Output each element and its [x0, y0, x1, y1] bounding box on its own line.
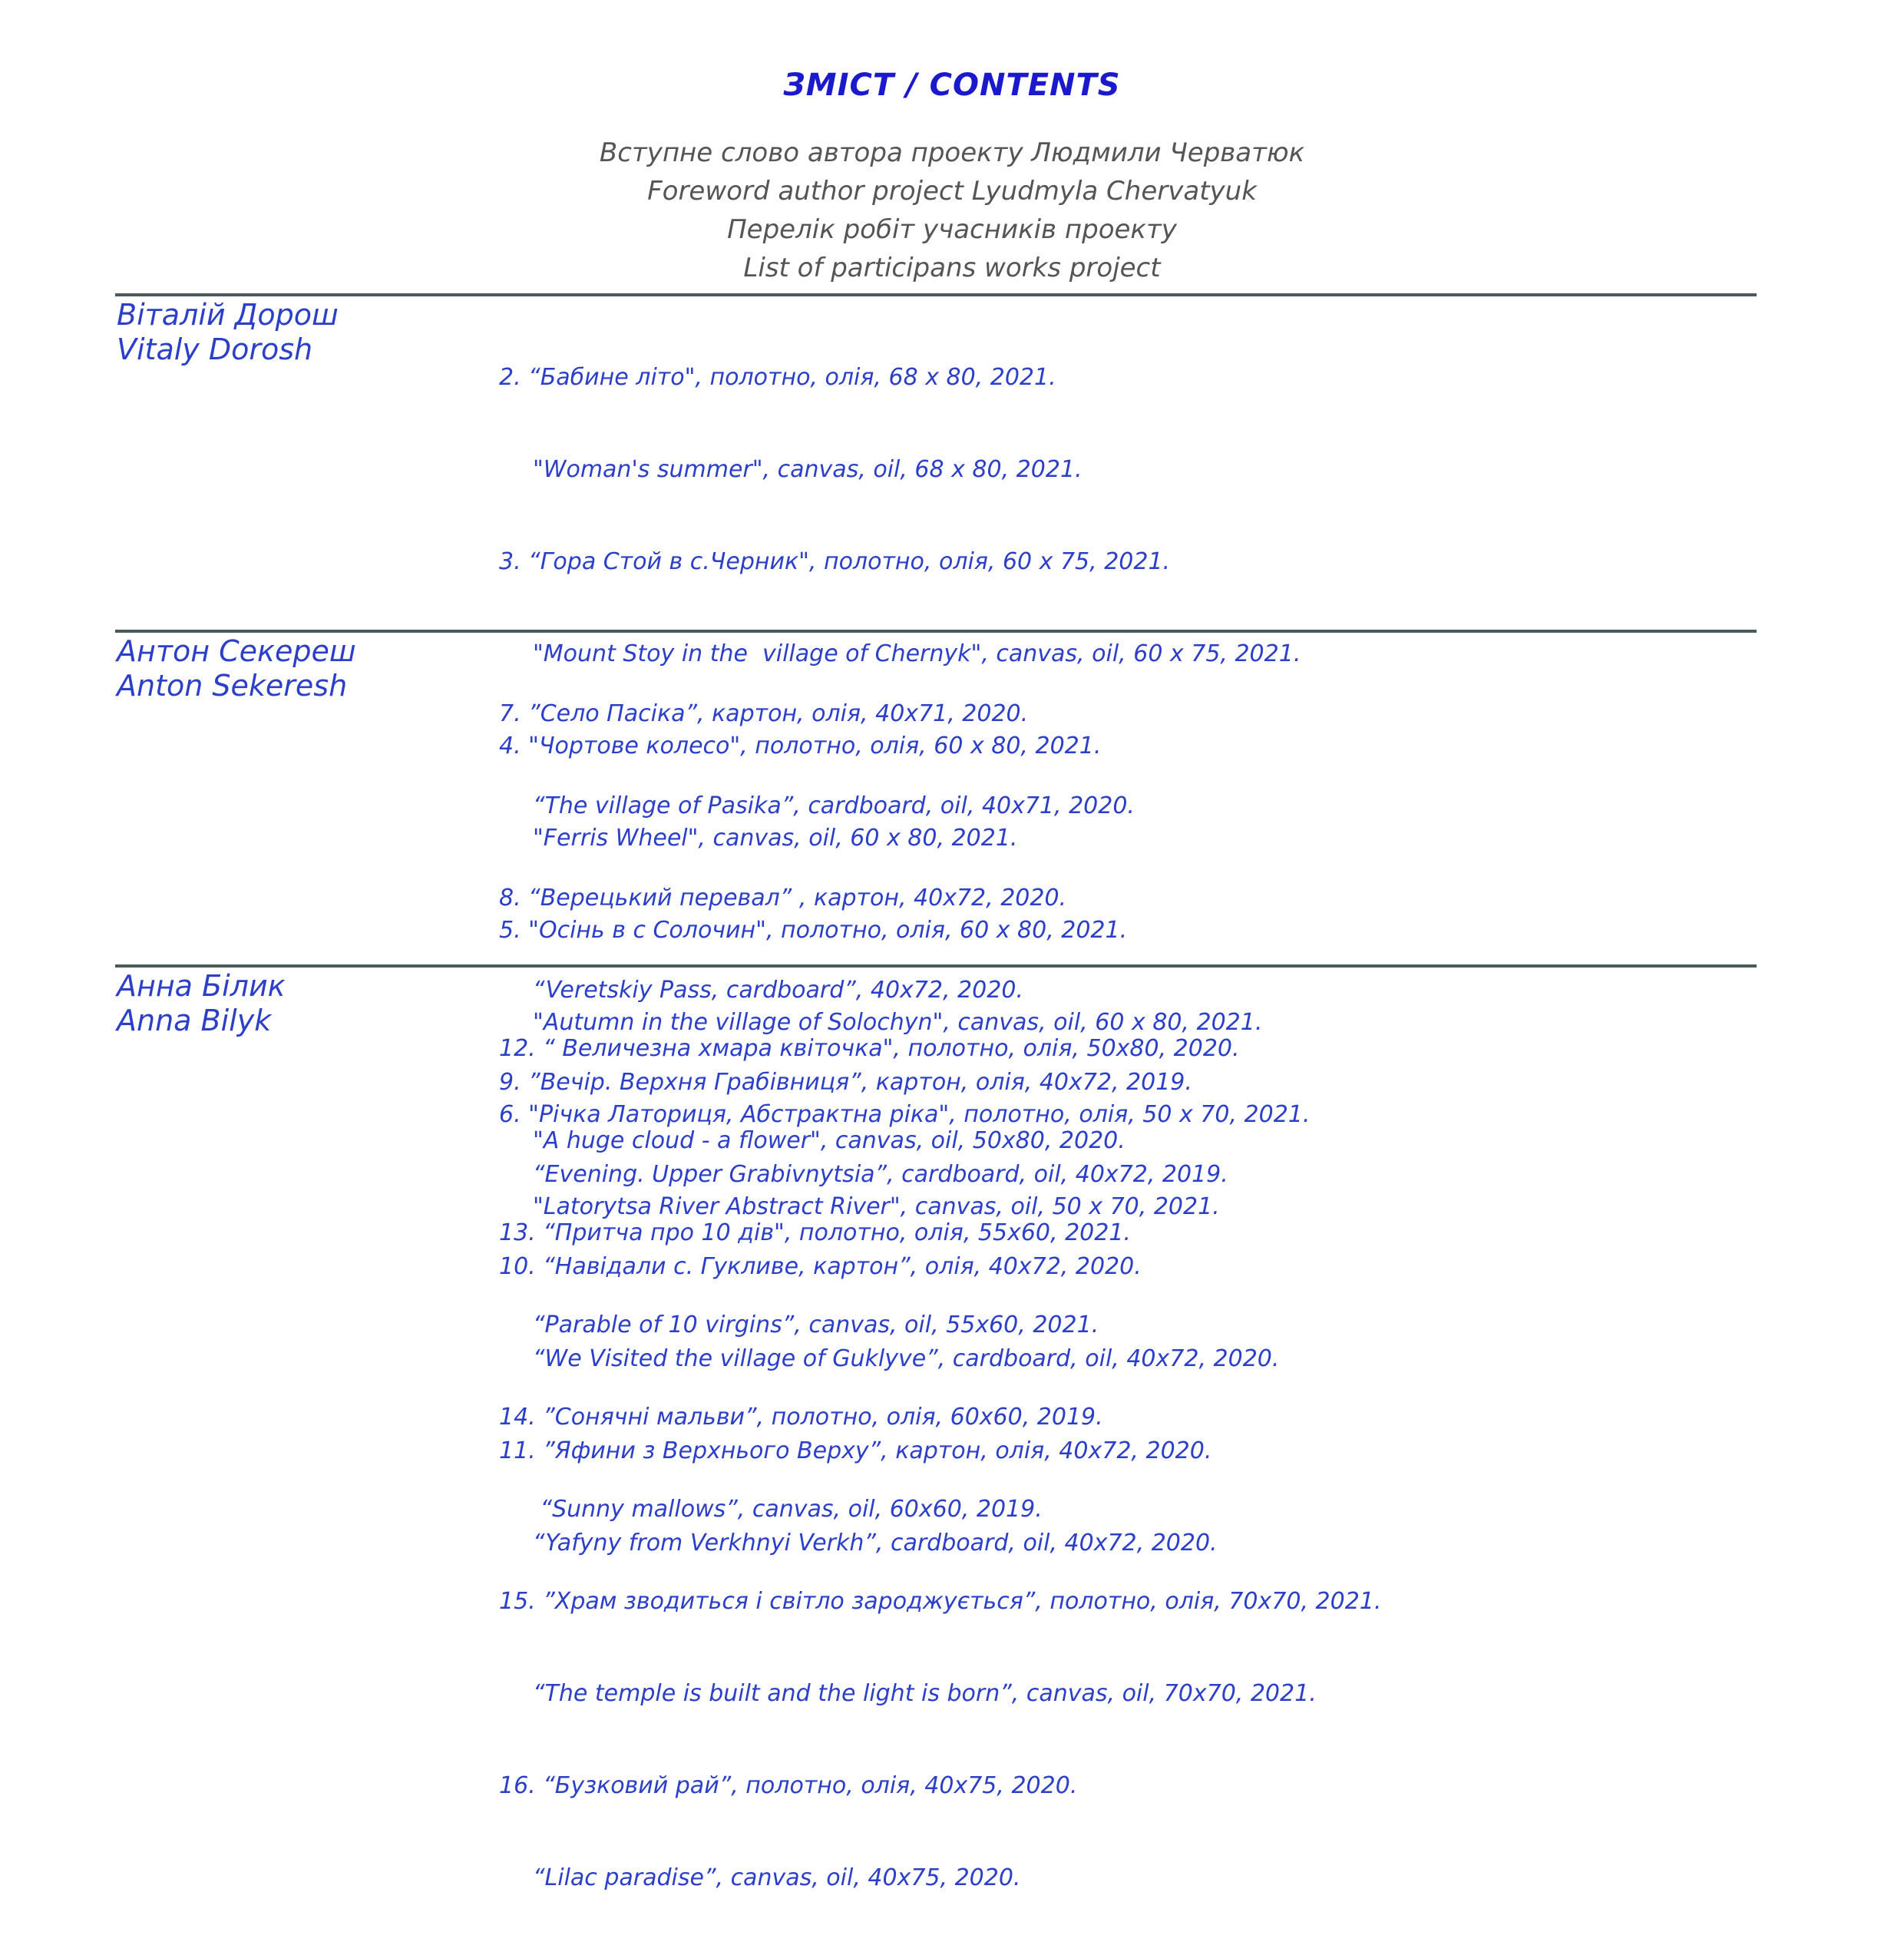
artist-name	[117, 969, 286, 1038]
work-title-en: “Yafyny from Verkhnyi Verkh”, cardboard, oil, 40x72, 2020.	[533, 1530, 1218, 1556]
work-title-en: "Mount Stoy in the village of Chernyk", canvas, oil, 60 x 75, 2021.	[533, 640, 1301, 667]
work-title-en: "A huge cloud - a flower", canvas, oil, 50x80, 2020.	[533, 1127, 1126, 1154]
work-title-ua: 4. "Чортове колесо", полотно, олія, 60 х 80, 2021.	[499, 733, 1102, 759]
artist-name-ua: Анна Білик	[117, 969, 286, 1003]
work-title-ua: 11. ”Яфини з Верхнього Верху”, картон, олія, 40х72, 2020.	[499, 1437, 1212, 1464]
section-divider	[115, 630, 1757, 633]
page-title: ЗМІСТ / CONTENTS	[783, 68, 1121, 103]
work-title-ua: 12. “ Величезна хмара квіточка", полотно, олія, 50х80, 2020.	[499, 1035, 1240, 1062]
artist-name-ua: Антон Секереш	[117, 634, 356, 668]
work-title-en: "Latorytsa River Abstract River", canvas, oil, 50 x 70, 2021.	[533, 1193, 1220, 1220]
artist-name-en: Vitaly Dorosh	[117, 332, 313, 366]
intro-line-foreword-en: Foreword author project Lyudmyla Chervatyuk	[647, 176, 1257, 207]
work-title-ua: 14. ”Сонячні мальви”, полотно, олія, 60х60, 2019.	[499, 1404, 1103, 1431]
work-title-ua: 8. “Верецький перевал” , картон, 40х72, 2020.	[499, 885, 1067, 911]
section-divider	[115, 293, 1757, 296]
work-title-en: "Autumn in the village of Solochyn", canvas, oil, 60 x 80, 2021.	[533, 1009, 1263, 1036]
intro-line-foreword-ua: Вступне слово автора проекту Людмили Черватюк	[599, 137, 1305, 168]
work-title-en: “Evening. Upper Grabivnytsia”, cardboard, oil, 40x72, 2019.	[533, 1161, 1228, 1188]
work-title-ua: 5. "Осінь в с Солочин", полотно, олія, 60 х 80, 2021.	[499, 917, 1128, 944]
work-title-ua: 2. “Бабине літо", полотно, олія, 68 х 80, 2021.	[499, 364, 1056, 391]
work-title-en: "Ferris Wheel", canvas, oil, 60 x 80, 2021.	[533, 825, 1018, 852]
work-title-ua: 10. “Навідали с. Гукливе, картон”, олія, 40х72, 2020.	[499, 1253, 1142, 1280]
artist-name-en: Anton Sekeresh	[117, 669, 348, 703]
work-title-ua: 13. “Притча про 10 дів", полотно, олія, 55х60, 2021.	[499, 1219, 1131, 1246]
work-title-ua: 9. ”Вечір. Верхня Грабівниця”, картон, олія, 40х72, 2019.	[499, 1069, 1192, 1096]
artist-name-en: Anna Bilyk	[117, 1004, 272, 1037]
artist-name	[117, 298, 339, 367]
intro-line-works-list-ua: Перелік робіт учасників проекту	[727, 214, 1177, 245]
artist-name	[117, 634, 356, 703]
works-list	[499, 972, 1381, 1955]
work-title-ua: 6. "Річка Латориця, Абстрактна ріка", полотно, олія, 50 х 70, 2021.	[499, 1101, 1311, 1128]
work-title-en: "Woman's summer", canvas, oil, 68 x 80, 2021.	[533, 456, 1083, 483]
work-title-en: “The village of Pasika”, cardboard, oil, 40x71, 2020.	[533, 792, 1135, 819]
artist-name-ua: Віталій Дорош	[117, 298, 339, 332]
intro-block	[0, 134, 1904, 287]
work-title-en: “Veretskiy Pass, cardboard”, 40x72, 2020.	[533, 977, 1023, 1004]
work-title-en: “The temple is built and the light is born”, canvas, oil, 70x70, 2021.	[533, 1680, 1317, 1707]
intro-line-works-list-en: List of participans works project	[743, 253, 1161, 283]
work-title-en: “Sunny mallows”, canvas, oil, 60x60, 2019.	[533, 1496, 1043, 1523]
work-title-ua: 16. “Бузковий рай”, полотно, олія, 40х75, 2020.	[499, 1772, 1078, 1799]
section-divider	[115, 964, 1757, 968]
work-title-en: “Lilac paradise”, canvas, oil, 40x75, 2020.	[533, 1864, 1021, 1891]
work-title-ua: 3. “Гора Стой в с.Черник", полотно, олія, 60 х 75, 2021.	[499, 548, 1171, 575]
work-title-en: “Parable of 10 virgins”, canvas, oil, 55x60, 2021.	[533, 1312, 1099, 1338]
work-title-en: “We Visited the village of Guklyve”, cardboard, oil, 40x72, 2020.	[533, 1345, 1280, 1372]
work-title-ua: 15. ”Храм зводиться і світло зароджується”, полотно, олія, 70х70, 2021.	[499, 1588, 1382, 1615]
work-title-ua: 7. ”Село Пасіка”, картон, олія, 40х71, 2020.	[499, 700, 1029, 727]
